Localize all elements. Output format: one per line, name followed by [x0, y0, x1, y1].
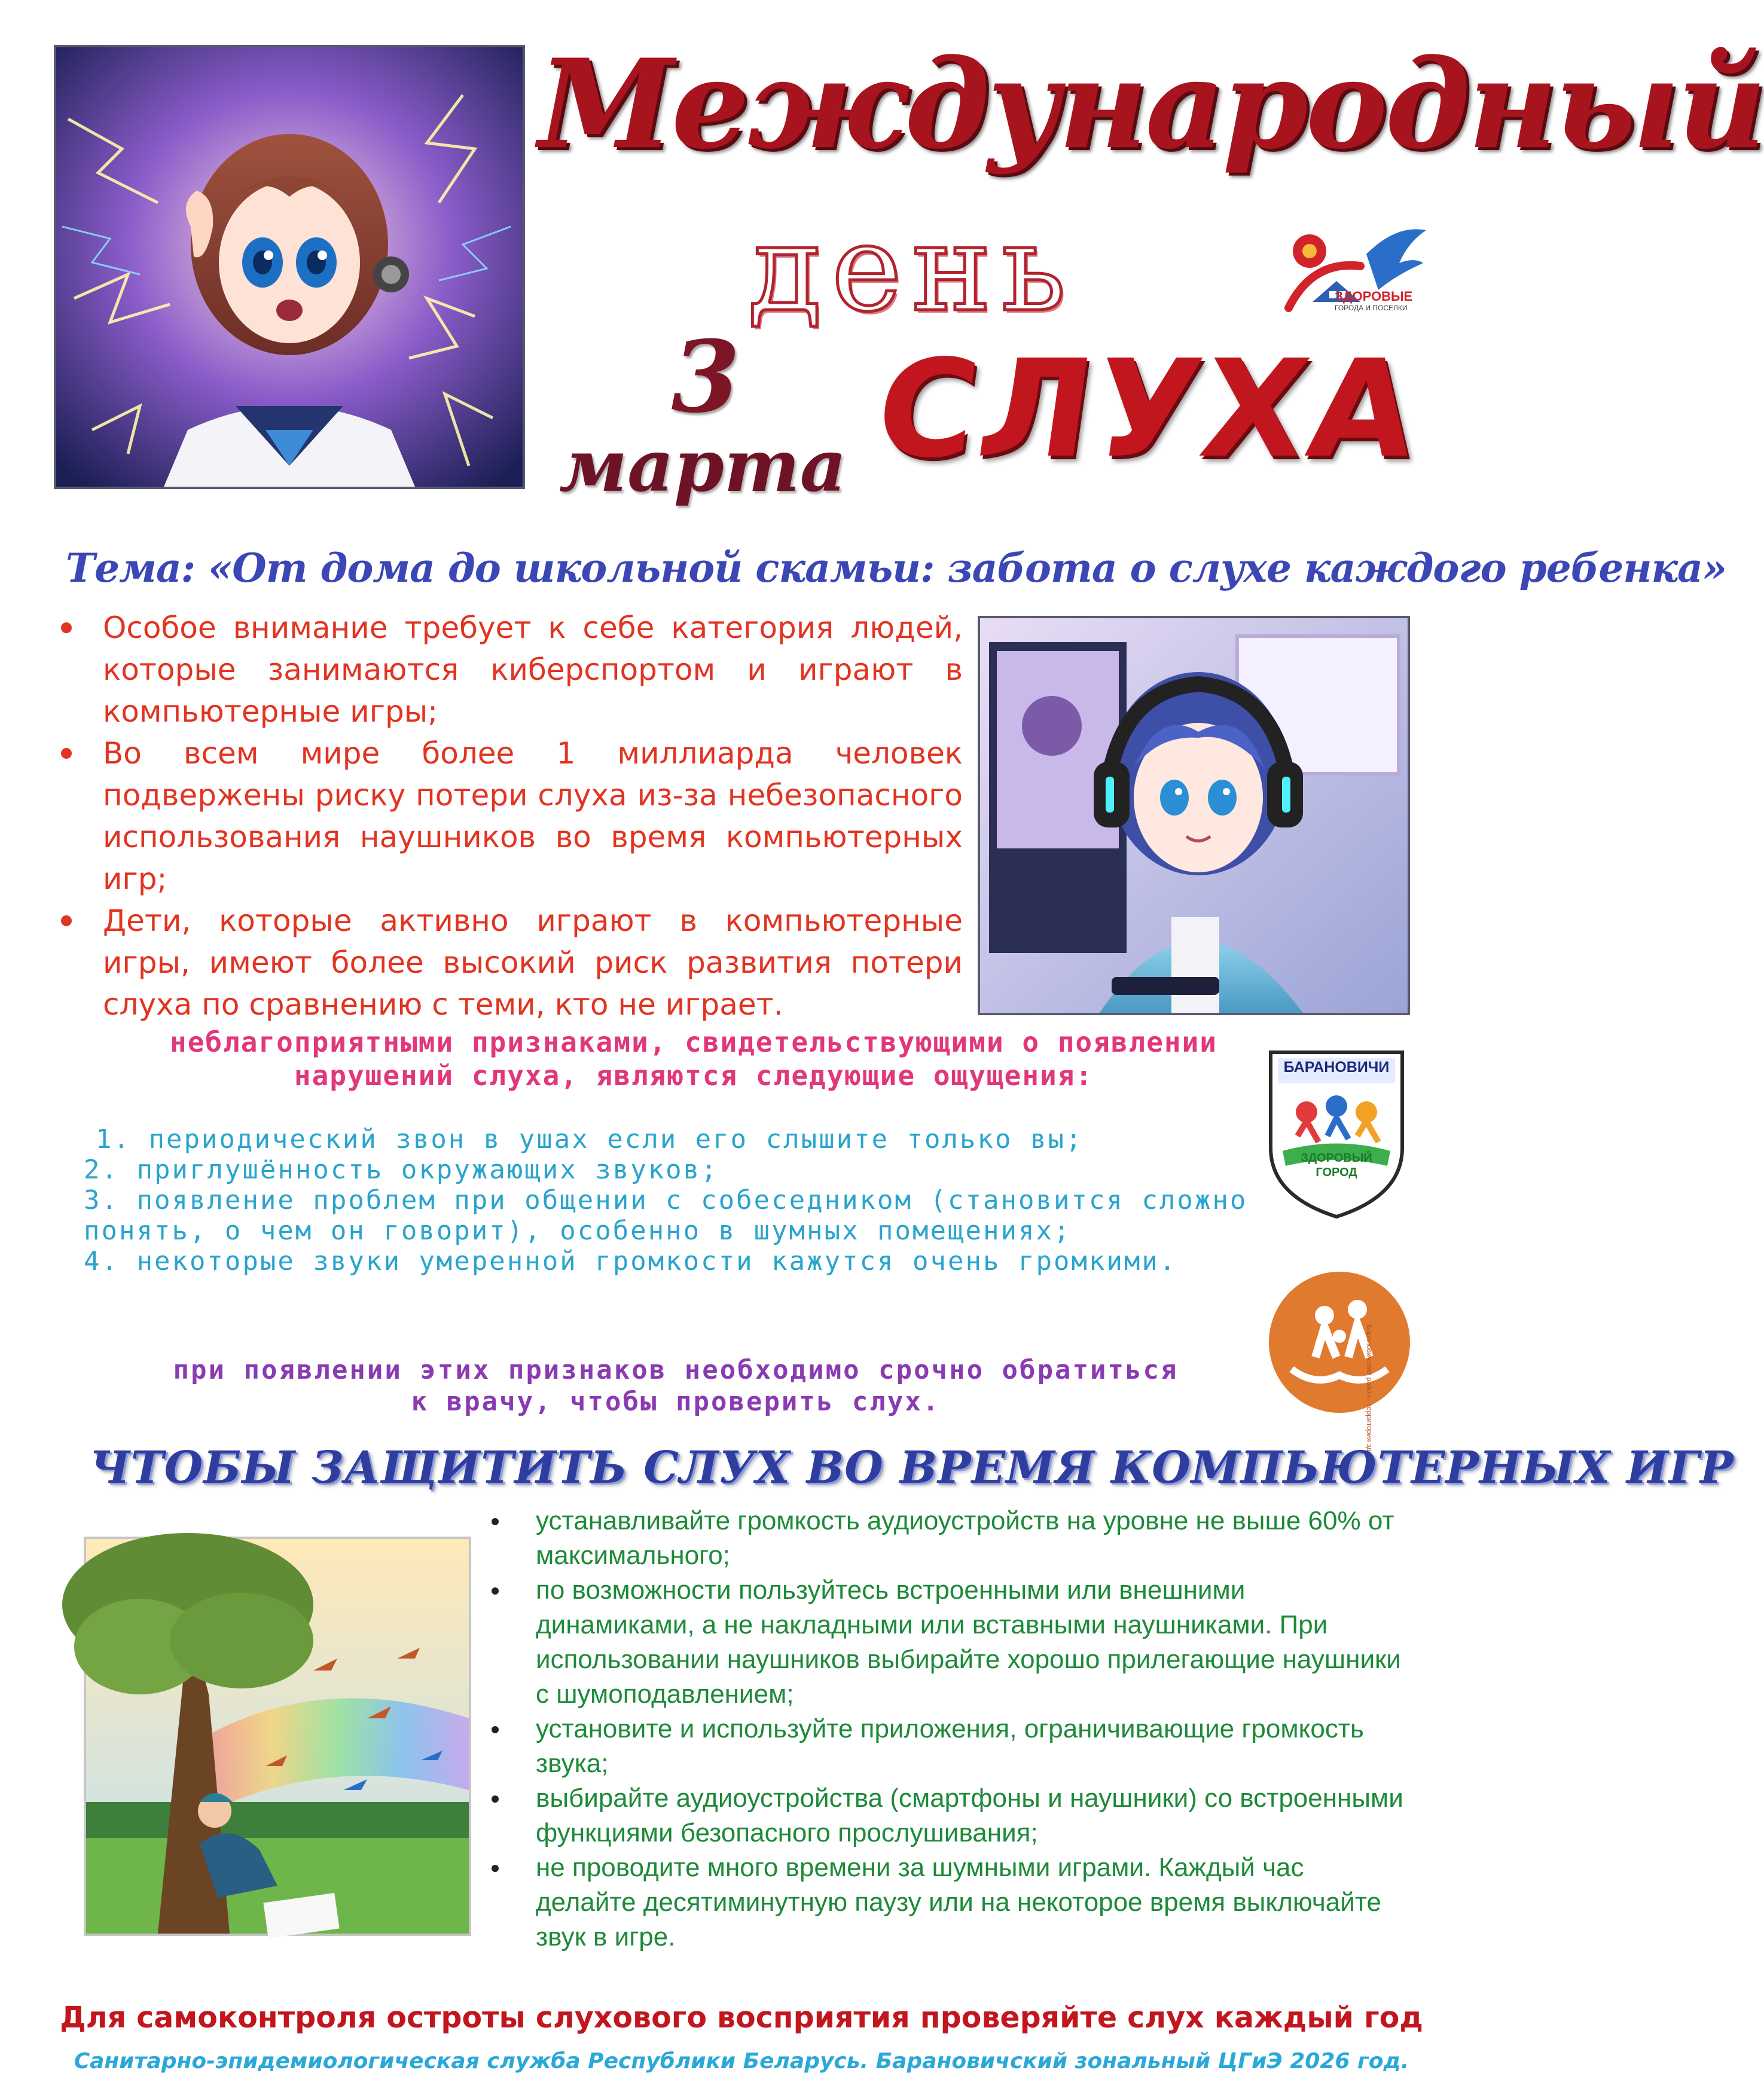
- date-month: марта: [559, 424, 847, 508]
- signs-intro: неблагоприятными признаками, свидетельствующими о появлении нарушений слуха, являются следующие ощущения:: [170, 1026, 1217, 1092]
- risk-bullet-text: Во всем мире более 1 миллиарда человек подвержены риску потери слуха из-за небезопасного использования наушников во время компьютерных игр;: [103, 736, 963, 896]
- baranovichi-logo-bottom: ЗДОРОВЫЙ ГОРОД: [1301, 1152, 1372, 1179]
- list-item: [478, 1573, 1411, 1712]
- bullet-dot-icon: [492, 1518, 499, 1525]
- list-item: 2. приглушённость окружающих звуков;: [84, 1155, 719, 1185]
- bullet-dot-icon: [61, 915, 72, 926]
- list-item: [478, 1850, 1411, 1955]
- healthy-cities-subtitle: ГОРОДА И ПОСЕЛКИ: [1335, 304, 1408, 312]
- healthy-cities-name: ЗДОРОВЫЕ: [1335, 289, 1413, 304]
- bullet-dot-icon: [61, 748, 72, 759]
- boy-under-tree-birds-image: [84, 1537, 471, 1936]
- list-item: 1. периодический звон в ушах если его слышите только вы;: [96, 1124, 1084, 1155]
- footer-main-text: Для самоконтроля остроты слухового восприятия проверяйте слух каждый год: [60, 2001, 1423, 2035]
- protect-bullet-text: устанавливайте громкость аудиоустройств на уровне не выше 60% от максимального;: [536, 1506, 1394, 1570]
- risk-bullet-text: Особое внимание требует к себе категория людей, которые занимаются киберспортом и играют в компьютерные игры;: [103, 610, 963, 729]
- protect-bullet-text: по возможности пользуйтесь встроенными или внешними динамиками, а не накладными или вставными наушниками. При использовании наушников выбирайте хорошо прилегающие наушники с шумоподавлением;: [536, 1575, 1401, 1709]
- risk-bullet-list: [48, 607, 963, 1022]
- list-item: [48, 607, 963, 732]
- theme-line: Тема: «От дома до школьной скамьи: забота о слухе каждого ребенка»: [66, 545, 1727, 591]
- list-item: [48, 732, 963, 900]
- footer-sub-text: Санитарно-эпидемиологическая служба Республики Беларусь. Барановичский зональный ЦГиЭ 2026 год.: [74, 2049, 1409, 2073]
- gamer-girl-headphones-image: [978, 616, 1410, 1015]
- title-day: день: [748, 199, 1076, 338]
- signs-list: [78, 1124, 1274, 1345]
- signs-outro: при появлении этих признаков необходимо срочно обратиться к врачу, чтобы проверить слух.: [173, 1355, 1179, 1417]
- list-item: [478, 1712, 1411, 1781]
- title-international: Международный: [538, 33, 1764, 176]
- risk-bullet-text: Дети, которые активно играют в компьютерные игры, имеют более высокий риск развития потери слуха по сравнению с теми, кто не играет.: [103, 903, 963, 1022]
- baranovichi-logo-title: БАРАНОВИЧИ: [1283, 1059, 1390, 1076]
- protect-bullet-text: выбирайте аудиоустройства (смартфоны и наушники) со встроенными функциями безопасного прослушивания;: [536, 1784, 1403, 1847]
- protect-bullet-text: установите и используйте приложения, ограничивающие громкость звука;: [536, 1714, 1364, 1778]
- bullet-dot-icon: [492, 1795, 499, 1803]
- district-logo-text: Барановичский район - территория здоровья: [1365, 1324, 1374, 1475]
- list-item: [48, 900, 963, 1025]
- bullet-dot-icon: [61, 622, 72, 633]
- list-item: [478, 1504, 1411, 1573]
- bullet-dot-icon: [492, 1865, 499, 1872]
- bullet-dot-icon: [492, 1726, 499, 1733]
- district-health-logo: [1268, 1268, 1417, 1417]
- bullet-dot-icon: [492, 1587, 499, 1595]
- title-hearing: СЛУХА: [867, 331, 1429, 488]
- list-item: [478, 1781, 1411, 1850]
- healthy-cities-logo-text: [1335, 290, 1436, 320]
- list-item: 4. некоторые звуки умеренной громкости кажутся очень громкими.: [84, 1246, 1177, 1276]
- date-day: 3: [671, 319, 740, 435]
- protect-heading: ЧТОБЫ ЗАЩИТИТЬ СЛУХ ВО ВРЕМЯ КОМПЬЮТЕРНЫХ ИГР: [90, 1442, 1734, 1494]
- anime-girl-listening-image: [54, 45, 525, 489]
- protect-bullet-text: не проводите много времени за шумными играми. Каждый час делайте десятиминутную паузу или на некоторое время выключайте звук в игре.: [536, 1853, 1381, 1952]
- protect-bullet-list: [478, 1504, 1411, 1994]
- healthy-cities-logo: [1277, 218, 1432, 338]
- list-item: 3. появление проблем при общении с собеседником (становится сложно понять, о чем он говорит), особенно в шумных помещениях;: [84, 1185, 1248, 1246]
